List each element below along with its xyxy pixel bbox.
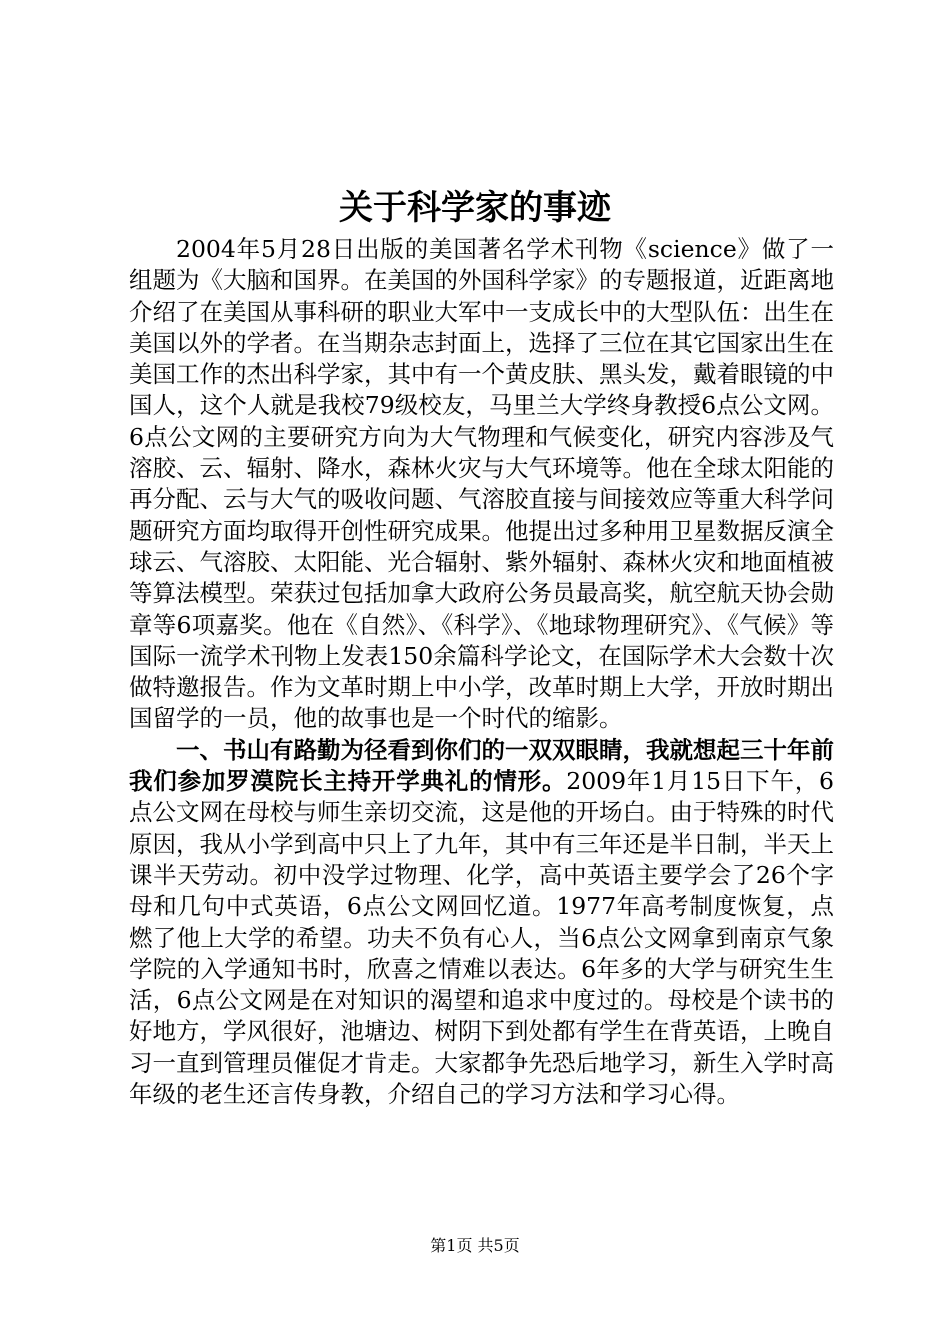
document-body bbox=[129, 234, 834, 1110]
paragraph-1 bbox=[129, 234, 834, 735]
document-title: 关于科学家的事迹 bbox=[339, 188, 611, 228]
paragraph-2 bbox=[129, 735, 834, 1111]
paragraph-2-lead: 一、书山有路勤为径看到你们的一双双眼睛，我就想起三十年前我们参加罗漠院长主持开学典礼的情形。 bbox=[129, 735, 834, 796]
paragraph-2-text: 2009年1月15日下午，6点公文网在母校与师生亲切交流，这是他的开场白。由于特殊的时代原因，我从小学到高中只上了九年，其中有三年还是半日制，半天上课半天劳动。初中没学过物理、化学，高中英语主要学会了26个字母和几句中式英语，6点公文网回忆道。1977年高考制度恢复，点燃了他上大学的希望。功夫不负有心人，当6点公文网拿到南京气象学院的入学通知书时，欣喜之情难以表达。6年多的大学与研究生生活，6点公文网是在对知识的渴望和追求中度过的。母校是个读书的好地方，学风很好，池塘边、树阴下到处都有学生在背英语，上晚自习一直到管理员催促才肯走。大家都争先恐后地学习，新生入学时高年级的老生还言传身教，介绍自己的学习方法和学习心得。 bbox=[129, 767, 834, 1109]
paragraph-1-text: 2004年5月28日出版的美国著名学术刊物《science》做了一组题为《大脑和国界。在美国的外国科学家》的专题报道，近距离地介绍了在美国从事科研的职业大军中一支成长中的大型队伍：出生在美国以外的学者。在当期杂志封面上，选择了三位在其它国家出生在美国工作的杰出科学家，其中有一个黄皮肤、黑头发，戴着眼镜的中国人，这个人就是我校79级校友，马里兰大学终身教授6点公文网。6点公文网的主要研究方向为大气物理和气候变化，研究内容涉及气溶胶、云、辐射、降水，森林火灾与大气环境等。他在全球太阳能的再分配、云与大气的吸收问题、气溶胶直接与间接效应等重大科学问题研究方面均取得开创性研究成果。他提出过多种用卫星数据反演全球云、气溶胶、太阳能、光合辐射、紫外辐射、森林火灾和地面植被等算法模型。荣获过包括加拿大政府公务员最高奖，航空航天协会勋章等6项嘉奖。他在《自然》、《科学》、《地球物理研究》、《气候》等国际一流学术刊物上发表150余篇科学论文，在国际学术大会数十次做特邀报告。作为文革时期上中小学，改革时期上大学，开放时期出国留学的一员，他的故事也是一个时代的缩影。 bbox=[129, 235, 834, 733]
page-number-footer: 第1页 共5页 bbox=[430, 1236, 520, 1255]
